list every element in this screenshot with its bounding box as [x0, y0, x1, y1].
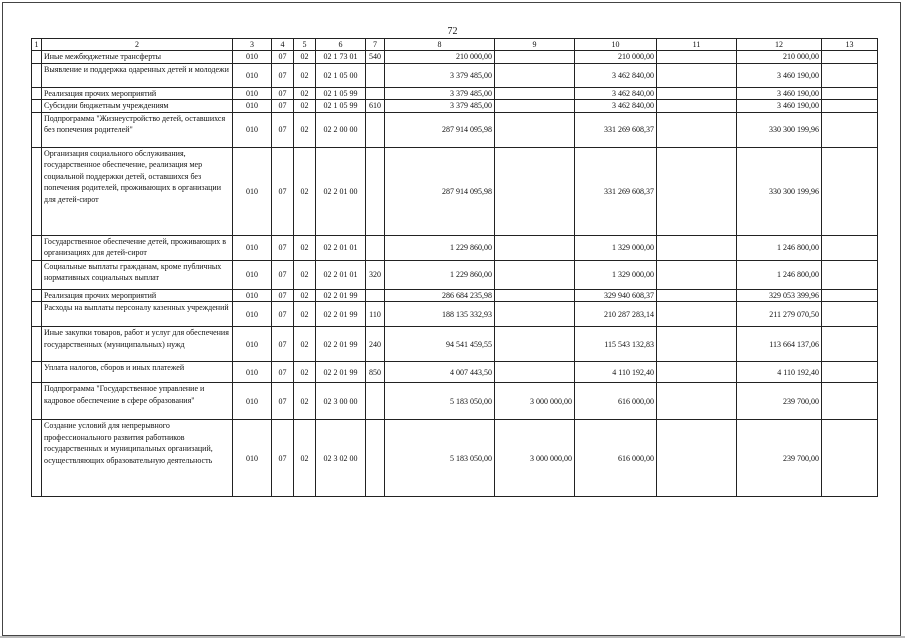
amount-cell [822, 383, 878, 420]
target-article-cell: 02 1 05 99 [316, 100, 366, 113]
amount-cell [657, 235, 737, 260]
amount-cell [495, 327, 575, 362]
header-cell: 8 [385, 39, 495, 51]
amount-cell [495, 302, 575, 327]
amount-cell [822, 420, 878, 497]
amount-cell: 287 914 095,98 [385, 112, 495, 147]
amount-cell: 330 300 199,96 [737, 112, 822, 147]
row-name-cell: Субсидии бюджетным учреждениям [42, 100, 233, 113]
table-row [32, 63, 878, 87]
amount-cell [822, 327, 878, 362]
expense-type-cell [366, 420, 385, 497]
amount-cell: 616 000,00 [575, 383, 657, 420]
section-cell: 07 [272, 63, 294, 87]
expense-type-cell: 110 [366, 302, 385, 327]
target-article-cell: 02 1 73 01 [316, 51, 366, 64]
row-name-cell: Государственное обеспечение детей, проживающих в организациях для детей-сирот [42, 235, 233, 260]
section-cell: 07 [272, 362, 294, 383]
header-cell: 13 [822, 39, 878, 51]
amount-cell [657, 420, 737, 497]
header-cell: 5 [294, 39, 316, 51]
amount-cell: 94 541 459,55 [385, 327, 495, 362]
code-cell: 010 [233, 51, 272, 64]
amount-cell [822, 51, 878, 64]
section-cell: 07 [272, 302, 294, 327]
amount-cell: 210 000,00 [737, 51, 822, 64]
row-index-cell [32, 289, 42, 302]
amount-cell: 211 279 070,50 [737, 302, 822, 327]
table-header-row [32, 39, 878, 51]
amount-cell [657, 63, 737, 87]
target-article-cell: 02 2 00 00 [316, 112, 366, 147]
code-cell: 010 [233, 63, 272, 87]
amount-cell: 329 053 399,96 [737, 289, 822, 302]
expense-type-cell: 240 [366, 327, 385, 362]
table-row [32, 260, 878, 289]
page-number: 72 [447, 26, 458, 37]
amount-cell: 3 460 190,00 [737, 63, 822, 87]
table-row [32, 147, 878, 235]
amount-cell: 1 246 800,00 [737, 235, 822, 260]
header-cell: 9 [495, 39, 575, 51]
amount-cell [495, 260, 575, 289]
header-cell: 2 [42, 39, 233, 51]
target-article-cell: 02 2 01 01 [316, 235, 366, 260]
table-row [32, 100, 878, 113]
row-name-cell: Иные закупки товаров, работ и услуг для обеспечения государственных (муниципальных) нужд [42, 327, 233, 362]
table-row [32, 112, 878, 147]
amount-cell: 331 269 608,37 [575, 112, 657, 147]
amount-cell: 1 246 800,00 [737, 260, 822, 289]
section-cell: 07 [272, 289, 294, 302]
section-cell: 07 [272, 235, 294, 260]
section-cell: 07 [272, 87, 294, 100]
amount-cell [657, 383, 737, 420]
row-name-cell: Иные межбюджетные трансферты [42, 51, 233, 64]
amount-cell [822, 260, 878, 289]
amount-cell [495, 289, 575, 302]
amount-cell [822, 100, 878, 113]
amount-cell: 239 700,00 [737, 420, 822, 497]
row-name-cell: Организация социального обслуживания, государственное обеспечение, реализация мер социальной поддержки детей, оставшихся без попечения родителей, проживающих в организации для детей-сирот [42, 147, 233, 235]
subsection-cell: 02 [294, 147, 316, 235]
table-row [32, 327, 878, 362]
amount-cell [657, 51, 737, 64]
amount-cell: 3 000 000,00 [495, 420, 575, 497]
row-name-cell: Выявление и поддержка одаренных детей и молодежи [42, 63, 233, 87]
amount-cell [657, 302, 737, 327]
amount-cell [822, 147, 878, 235]
expense-type-cell [366, 147, 385, 235]
section-cell: 07 [272, 147, 294, 235]
row-index-cell [32, 147, 42, 235]
amount-cell: 188 135 332,93 [385, 302, 495, 327]
amount-cell: 286 684 235,98 [385, 289, 495, 302]
row-index-cell [32, 51, 42, 64]
subsection-cell: 02 [294, 327, 316, 362]
expense-type-cell: 540 [366, 51, 385, 64]
amount-cell [495, 235, 575, 260]
row-name-cell: Подпрограмма "Государственное управление и кадровое обеспечение в сфере образования" [42, 383, 233, 420]
code-cell: 010 [233, 327, 272, 362]
amount-cell: 5 183 050,00 [385, 383, 495, 420]
amount-cell [822, 235, 878, 260]
amount-cell: 4 007 443,50 [385, 362, 495, 383]
amount-cell: 3 462 840,00 [575, 63, 657, 87]
subsection-cell: 02 [294, 63, 316, 87]
code-cell: 010 [233, 302, 272, 327]
subsection-cell: 02 [294, 289, 316, 302]
amount-cell: 3 462 840,00 [575, 87, 657, 100]
row-index-cell [32, 420, 42, 497]
target-article-cell: 02 2 01 01 [316, 260, 366, 289]
amount-cell: 3 379 485,00 [385, 100, 495, 113]
expense-type-cell [366, 383, 385, 420]
row-name-cell: Реализация прочих мероприятий [42, 87, 233, 100]
target-article-cell: 02 2 01 00 [316, 147, 366, 235]
target-article-cell: 02 1 05 99 [316, 87, 366, 100]
target-article-cell: 02 2 01 99 [316, 327, 366, 362]
amount-cell [657, 87, 737, 100]
row-name-cell: Социальные выплаты гражданам, кроме публичных нормативных социальных выплат [42, 260, 233, 289]
amount-cell [657, 289, 737, 302]
amount-cell [657, 100, 737, 113]
header-cell: 6 [316, 39, 366, 51]
row-name-cell: Расходы на выплаты персоналу казенных учреждений [42, 302, 233, 327]
row-index-cell [32, 235, 42, 260]
target-article-cell: 02 3 02 00 [316, 420, 366, 497]
amount-cell: 287 914 095,98 [385, 147, 495, 235]
table-row [32, 235, 878, 260]
subsection-cell: 02 [294, 100, 316, 113]
target-article-cell: 02 2 01 99 [316, 362, 366, 383]
header-cell: 10 [575, 39, 657, 51]
code-cell: 010 [233, 260, 272, 289]
amount-cell: 331 269 608,37 [575, 147, 657, 235]
amount-cell [657, 147, 737, 235]
amount-cell [495, 100, 575, 113]
subsection-cell: 02 [294, 51, 316, 64]
amount-cell [657, 112, 737, 147]
amount-cell: 1 329 000,00 [575, 260, 657, 289]
table-row [32, 87, 878, 100]
header-cell: 1 [32, 39, 42, 51]
amount-cell [822, 302, 878, 327]
amount-cell: 3 462 840,00 [575, 100, 657, 113]
amount-cell: 239 700,00 [737, 383, 822, 420]
section-cell: 07 [272, 383, 294, 420]
amount-cell: 210 287 283,14 [575, 302, 657, 327]
section-cell: 07 [272, 51, 294, 64]
page-bottom-edge [0, 636, 905, 638]
target-article-cell: 02 1 05 00 [316, 63, 366, 87]
row-name-cell: Подпрограмма "Жизнеустройство детей, оставшихся без попечения родителей" [42, 112, 233, 147]
amount-cell [822, 87, 878, 100]
amount-cell [822, 289, 878, 302]
amount-cell [657, 362, 737, 383]
expense-type-cell [366, 289, 385, 302]
header-cell: 12 [737, 39, 822, 51]
amount-cell [495, 112, 575, 147]
row-index-cell [32, 260, 42, 289]
code-cell: 010 [233, 112, 272, 147]
amount-cell: 329 940 608,37 [575, 289, 657, 302]
amount-cell: 210 000,00 [575, 51, 657, 64]
subsection-cell: 02 [294, 87, 316, 100]
row-index-cell [32, 327, 42, 362]
subsection-cell: 02 [294, 112, 316, 147]
amount-cell: 3 000 000,00 [495, 383, 575, 420]
amount-cell: 4 110 192,40 [575, 362, 657, 383]
row-name-cell: Реализация прочих мероприятий [42, 289, 233, 302]
code-cell: 010 [233, 87, 272, 100]
table-row [32, 383, 878, 420]
code-cell: 010 [233, 362, 272, 383]
target-article-cell: 02 2 01 99 [316, 302, 366, 327]
amount-cell: 330 300 199,96 [737, 147, 822, 235]
target-article-cell: 02 2 01 99 [316, 289, 366, 302]
amount-cell: 3 379 485,00 [385, 63, 495, 87]
code-cell: 010 [233, 235, 272, 260]
amount-cell [495, 362, 575, 383]
header-cell: 7 [366, 39, 385, 51]
table-row [32, 362, 878, 383]
amount-cell: 3 460 190,00 [737, 100, 822, 113]
code-cell: 010 [233, 289, 272, 302]
amount-cell: 1 229 860,00 [385, 260, 495, 289]
subsection-cell: 02 [294, 362, 316, 383]
row-index-cell [32, 63, 42, 87]
row-index-cell [32, 100, 42, 113]
code-cell: 010 [233, 383, 272, 420]
amount-cell: 115 543 132,83 [575, 327, 657, 362]
amount-cell [495, 147, 575, 235]
row-name-cell: Уплата налогов, сборов и иных платежей [42, 362, 233, 383]
table-row [32, 289, 878, 302]
amount-cell: 1 229 860,00 [385, 235, 495, 260]
section-cell: 07 [272, 327, 294, 362]
subsection-cell: 02 [294, 302, 316, 327]
target-article-cell: 02 3 00 00 [316, 383, 366, 420]
header-cell: 3 [233, 39, 272, 51]
amount-cell: 4 110 192,40 [737, 362, 822, 383]
subsection-cell: 02 [294, 420, 316, 497]
row-index-cell [32, 383, 42, 420]
section-cell: 07 [272, 260, 294, 289]
code-cell: 010 [233, 100, 272, 113]
code-cell: 010 [233, 147, 272, 235]
expense-type-cell: 850 [366, 362, 385, 383]
code-cell: 010 [233, 420, 272, 497]
amount-cell: 616 000,00 [575, 420, 657, 497]
subsection-cell: 02 [294, 383, 316, 420]
expense-type-cell [366, 112, 385, 147]
amount-cell: 5 183 050,00 [385, 420, 495, 497]
table-row [32, 420, 878, 497]
row-index-cell [32, 302, 42, 327]
row-index-cell [32, 87, 42, 100]
amount-cell: 210 000,00 [385, 51, 495, 64]
expense-type-cell [366, 87, 385, 100]
amount-cell [657, 327, 737, 362]
budget-table [31, 38, 878, 497]
subsection-cell: 02 [294, 260, 316, 289]
row-index-cell [32, 112, 42, 147]
amount-cell [495, 63, 575, 87]
header-cell: 11 [657, 39, 737, 51]
expense-type-cell [366, 63, 385, 87]
row-name-cell: Создание условий для непрерывного профессионального развития работников государственных и муниципальных организаций, осуществляющих образовательную деятельность [42, 420, 233, 497]
amount-cell: 113 664 137,06 [737, 327, 822, 362]
amount-cell [822, 63, 878, 87]
expense-type-cell: 610 [366, 100, 385, 113]
row-index-cell [32, 362, 42, 383]
expense-type-cell: 320 [366, 260, 385, 289]
subsection-cell: 02 [294, 235, 316, 260]
amount-cell [495, 87, 575, 100]
expense-type-cell [366, 235, 385, 260]
section-cell: 07 [272, 420, 294, 497]
amount-cell [822, 112, 878, 147]
amount-cell: 3 379 485,00 [385, 87, 495, 100]
amount-cell [822, 362, 878, 383]
amount-cell [657, 260, 737, 289]
table-row [32, 51, 878, 64]
amount-cell: 1 329 000,00 [575, 235, 657, 260]
table-row [32, 302, 878, 327]
section-cell: 07 [272, 112, 294, 147]
section-cell: 07 [272, 100, 294, 113]
amount-cell: 3 460 190,00 [737, 87, 822, 100]
header-cell: 4 [272, 39, 294, 51]
amount-cell [495, 51, 575, 64]
